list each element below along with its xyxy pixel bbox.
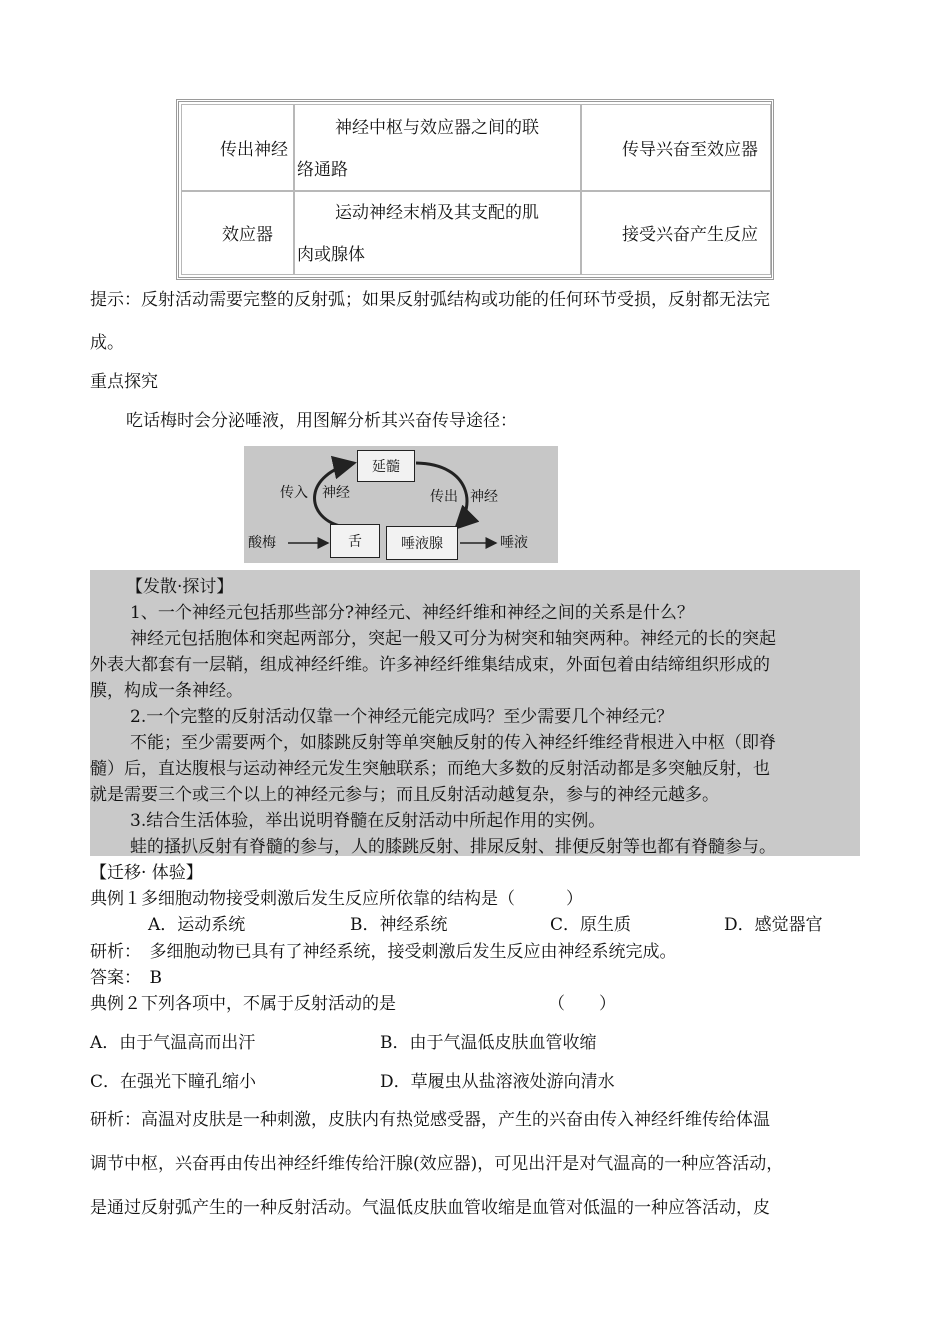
option: C．原生质 [550, 915, 632, 935]
example-question: 典例２下列各项中，不属于反射活动的是 [90, 994, 396, 1014]
answer-line: 蛙的搔扒反射有脊髓的参与，人的膝跳反射、排尿反射、排便反射等也都有脊髓参与。 [130, 837, 776, 857]
afferent-label: 传入 [280, 485, 308, 501]
medulla-box [357, 450, 415, 482]
analysis: 研析： 多细胞动物已具有了神经系统，接受刺激后发生反应由神经系统完成。 [90, 942, 677, 962]
analysis-line: 调节中枢，兴奋再由传出神经纤维传给汗腺(效应器)，可见出汗是对气温高的一种应答活动， [90, 1154, 784, 1174]
row-desc: 运动神经末梢及其支配的肌 [335, 203, 539, 223]
medulla-label: 延髓 [372, 459, 400, 475]
efferent-label: 神经 [470, 489, 498, 505]
row-function: 接受兴奋产生反应 [622, 225, 758, 245]
table-cell [294, 191, 581, 275]
analysis-line: 是通过反射弧产生的一种反射活动。气温低皮肤血管收缩是血管对低温的一种应答活动，皮 [90, 1198, 770, 1218]
row-name: 传出神经 [220, 140, 288, 160]
question: 1、一个神经元包括那些部分?神经元、神经纤维和神经之间的关系是什么？ [130, 603, 694, 623]
table-cell [581, 191, 771, 275]
row-name: 效应器 [222, 225, 273, 245]
table-cell [181, 104, 294, 191]
row-desc: 肉或腺体 [297, 245, 365, 265]
answer-line: 髓）后，直达腹根与运动神经元发生突触联系；而绝大多数的反射活动都是多突触反射，也 [90, 759, 770, 779]
option: A．由于气温高而出汗 [90, 1033, 256, 1053]
option: B．由于气温低皮肤血管收缩 [380, 1033, 597, 1053]
reflex-arc-table [176, 99, 774, 280]
answer-line: 就是需要三个或三个以上的神经元参与；而且反射活动越复杂，参与的神经元越多。 [90, 785, 719, 805]
afferent-label: 神经 [322, 485, 350, 501]
row-function: 传导兴奋至效应器 [622, 140, 758, 160]
gland-label: 唾液腺 [401, 536, 443, 552]
table-cell [181, 191, 294, 275]
answer-line: 不能；至少需要两个，如膝跳反射等单突触反射的传入神经纤维经背根进入中枢（即脊 [130, 733, 776, 753]
answer: 答案： B [90, 968, 162, 988]
transfer-title: 【迁移· 体验】 [90, 863, 203, 883]
discussion-title: 【发散·探讨】 [126, 577, 234, 597]
answer-line: 膜，构成一条神经。 [90, 681, 243, 701]
efferent-label: 传出 [430, 489, 458, 505]
focus-text: 吃话梅时会分泌唾液，用图解分析其兴奋传导途径： [126, 411, 517, 431]
answer-line: 外表大都套有一层鞘，组成神经纤维。许多神经纤维集结成束，外面包着由结缔组织形成的 [90, 655, 770, 675]
example-question: 典例１多细胞动物接受刺激后发生反应所依靠的结构是（ ） [90, 889, 583, 909]
analysis-line: 研析：高温对皮肤是一种刺激，皮肤内有热觉感受器，产生的兴奋由传入神经纤维传给体温 [90, 1110, 770, 1130]
row-desc: 神经中枢与效应器之间的联 [335, 118, 539, 138]
tongue-box [330, 524, 380, 558]
reflex-pathway-diagram [244, 446, 558, 563]
section-heading: 重点探究 [90, 372, 158, 392]
example-paren: （ ） [548, 994, 616, 1014]
hint-line: 提示：反射活动需要完整的反射弧；如果反射弧结构或功能的任何环节受损，反射都无法完 [90, 290, 770, 310]
hint-line: 成。 [90, 333, 124, 353]
table-cell [294, 104, 581, 191]
question: 3.结合生活体验，举出说明脊髓在反射活动中所起作用的实例。 [130, 811, 606, 831]
question: 2.一个完整的反射活动仅靠一个神经元能完成吗？至少需要几个神经元？ [130, 707, 674, 727]
option: B．神经系统 [350, 915, 448, 935]
gland-box [386, 526, 458, 560]
output-label: 唾液 [500, 535, 528, 551]
tongue-label: 舌 [348, 534, 362, 550]
option: D．草履虫从盐溶液处游向清水 [380, 1072, 615, 1092]
option: C．在强光下瞳孔缩小 [90, 1072, 257, 1092]
option: A．运动系统 [148, 915, 246, 935]
table-cell [581, 104, 771, 191]
stimulus-label: 酸梅 [248, 535, 276, 551]
answer-line: 神经元包括胞体和突起两部分，突起一般又可分为树突和轴突两种。神经元的长的突起 [130, 629, 776, 649]
row-desc: 络通路 [297, 160, 348, 180]
option: D．感觉器官 [724, 915, 823, 935]
